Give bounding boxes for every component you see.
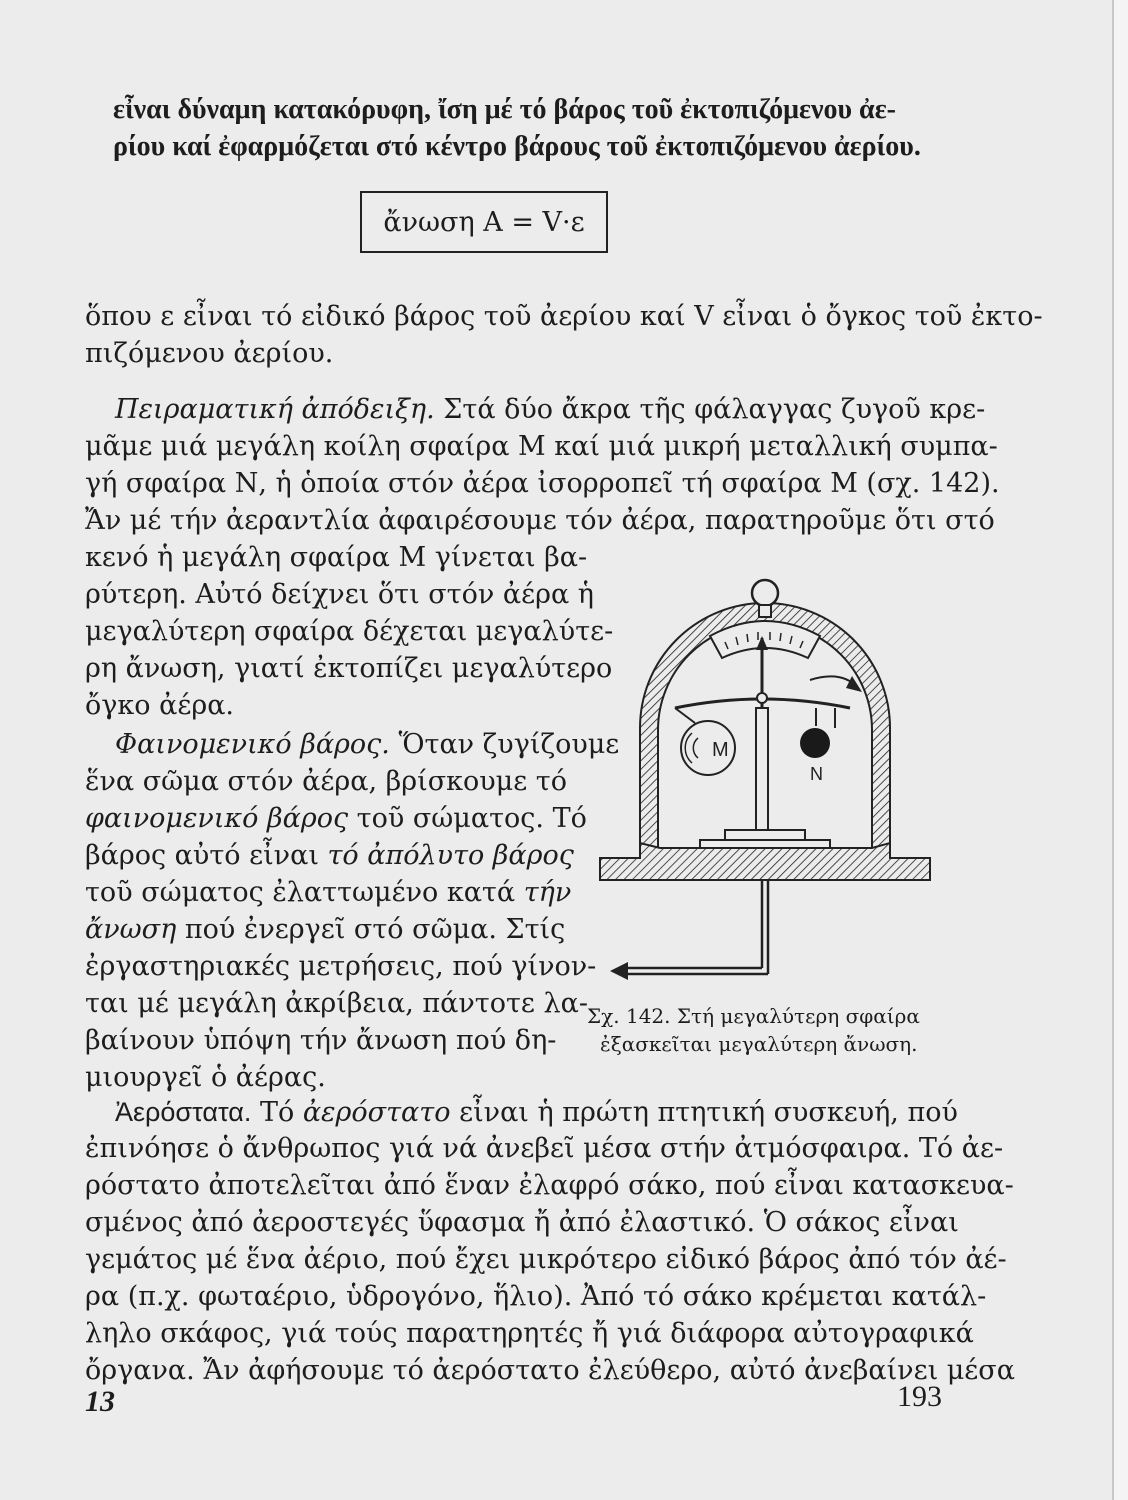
apparent-line-5-italic: τήν	[523, 877, 572, 908]
pump-arrow	[610, 962, 628, 980]
solid-sphere-n	[800, 728, 830, 758]
proof-line-2: μᾶμε μιά μεγάλη κοίλη σφαίρα Μ καί μιά μικρή μεταλλική συμπα-	[85, 431, 998, 462]
proof-line-7: μεγαλύτερη σφαίρα δέχεται μεγαλύτε-	[85, 616, 614, 647]
balloons-line-6: ρα (π.χ. φωταέριο, ὑδρογόνο, ἥλιο). Ἀπό τό σάκο κρέμεται κατάλ-	[85, 1281, 987, 1312]
apparent-line-1-text: Ὅταν ζυγίζουμε	[398, 729, 620, 760]
apparent-line-6-text: πού ἐνεργεῖ στό σῶμα. Στίς	[184, 914, 566, 945]
apparent-heading: Φαινομενικό βάρος.	[115, 729, 390, 760]
apparent-term: φαινομενικό βάρος	[85, 803, 349, 834]
where-line-1: ὅπου ε εἶναι τό εἰδικό βάρος τοῦ ἀερίου καί V εἶναι ὁ ὄγκος τοῦ ἐκτο-	[85, 301, 1043, 332]
figure-caption-line-2: ἐξασκεῖται μεγαλύτερη ἄνωση.	[600, 1032, 918, 1056]
formula-box: ἄνωση Α = V·ε	[360, 191, 608, 253]
label-n: Ν	[810, 764, 823, 784]
balloons-line-1	[115, 1095, 958, 1130]
balloons-line-1-a: Τό	[259, 1097, 295, 1128]
bell-jar-knob	[752, 580, 778, 606]
apparent-line-3-text: τοῦ σώματος. Τό	[356, 803, 587, 834]
apparent-line-3	[85, 802, 587, 836]
balance-bell-jar-figure	[580, 558, 950, 988]
apparent-line-1	[115, 728, 619, 762]
proof-line-5: κενό ἡ μεγάλη σφαίρα Μ γίνεται βα-	[85, 542, 588, 573]
apparent-line-10: μιουργεῖ ὁ ἀέρας.	[85, 1062, 326, 1093]
intro-line-1: εἶναι δύναμη κατακόρυφη, ἴση μέ τό βάρος τοῦ ἐκτοπιζόμενου ἀε-	[113, 94, 896, 125]
proof-line-1	[115, 393, 985, 427]
apparent-line-8: ται μέ μεγάλη ἀκρίβεια, πάντοτε λα-	[85, 988, 588, 1019]
proof-line-6: ρύτερη. Αὐτό δείχνει ὅτι στόν ἀέρα ἡ	[85, 579, 594, 610]
page-edge	[1112, 0, 1128, 1500]
proof-line-9: ὄγκο ἀέρα.	[85, 690, 235, 721]
apparent-line-4	[85, 839, 574, 873]
balloons-line-1-text: εἶναι ἡ πρώτη πτητική συσκευή, πού	[459, 1097, 958, 1128]
proof-line-1-text: Στά δύο ἄκρα τῆς φάλαγγας ζυγοῦ κρε-	[443, 394, 986, 425]
proof-heading: Πειραματική ἀπόδειξη.	[115, 394, 435, 425]
apparent-line-5	[85, 876, 571, 910]
balloons-heading: Ἀερόστατα.	[115, 1097, 252, 1127]
balloons-line-5: γεμάτος μέ ἕνα ἀέριο, πού ἔχει μικρότερο εἰδικό βάρος ἀπό τόν ἀέ-	[85, 1244, 1007, 1275]
intro-line-2: ρίου καί ἐφαρμόζεται στό κέντρο βάρους τοῦ ἐκτοπιζόμενου ἀερίου.	[113, 131, 921, 162]
proof-line-3: γή σφαίρα Ν, ἡ ὁποία στόν ἀέρα ἰσορροπεῖ τή σφαίρα Μ (σχ. 142).	[85, 468, 1000, 499]
absolute-weight-term: τό ἀπόλυτο βάρος	[327, 840, 574, 871]
apparent-line-4-text: βάρος αὐτό εἶναι	[85, 840, 319, 871]
where-line-2: πιζόμενου ἀερίου.	[85, 338, 334, 369]
balance-stand	[756, 708, 768, 830]
balloons-line-8: ὄργανα. Ἄν ἀφήσουμε τό ἀερόστατο ἐλεύθερο, αὐτό ἀνεβαίνει μέσα	[85, 1355, 1015, 1386]
apparent-line-5-text: τοῦ σώματος ἐλαττωμένο κατά	[85, 877, 516, 908]
page-number: 193	[897, 1380, 942, 1413]
balloons-line-3: ρόστατο ἀποτελεῖται ἀπό ἕναν ἐλαφρό σάκο, πού εἶναι κατασκευα-	[85, 1170, 1014, 1201]
signature-mark: 13	[85, 1385, 115, 1418]
label-m: Μ	[712, 739, 729, 761]
balloons-line-7: ληλο σκάφος, γιά τούς παρατηρητές ἤ γιά διάφορα αὐτογραφικά	[85, 1318, 974, 1349]
balloon-term: ἀερόστατο	[302, 1097, 451, 1128]
apparent-line-7: ἐργαστηριακές μετρήσεις, πού γίνον-	[85, 951, 597, 982]
apparent-line-6	[85, 913, 565, 947]
proof-line-8: ρη ἄνωση, γιατί ἐκτοπίζει μεγαλύτερο	[85, 653, 613, 684]
apparent-line-9: βαίνουν ὑπόψη τήν ἄνωση πού δη-	[85, 1025, 557, 1056]
figure-caption-line-1: Σχ. 142. Στή μεγαλύτερη σφαίρα	[587, 1004, 920, 1028]
proof-line-4: Ἄν μέ τήν ἀεραντλία ἀφαιρέσουμε τόν ἀέρα, παρατηροῦμε ὅτι στό	[85, 505, 995, 536]
buoyancy-term: ἄνωση	[85, 914, 177, 945]
balloons-line-4: σμένος ἀπό ἀεροστεγές ὕφασμα ἤ ἀπό ἐλαστικό. Ὁ σάκος εἶναι	[85, 1207, 959, 1238]
balloons-line-2: ἐπινόησε ὁ ἄνθρωπος γιά νά ἀνεβεῖ μέσα στήν ἀτμόσφαιρα. Τό ἀε-	[85, 1133, 1004, 1164]
apparent-line-2: ἕνα σῶμα στόν ἀέρα, βρίσκουμε τό	[85, 766, 567, 797]
